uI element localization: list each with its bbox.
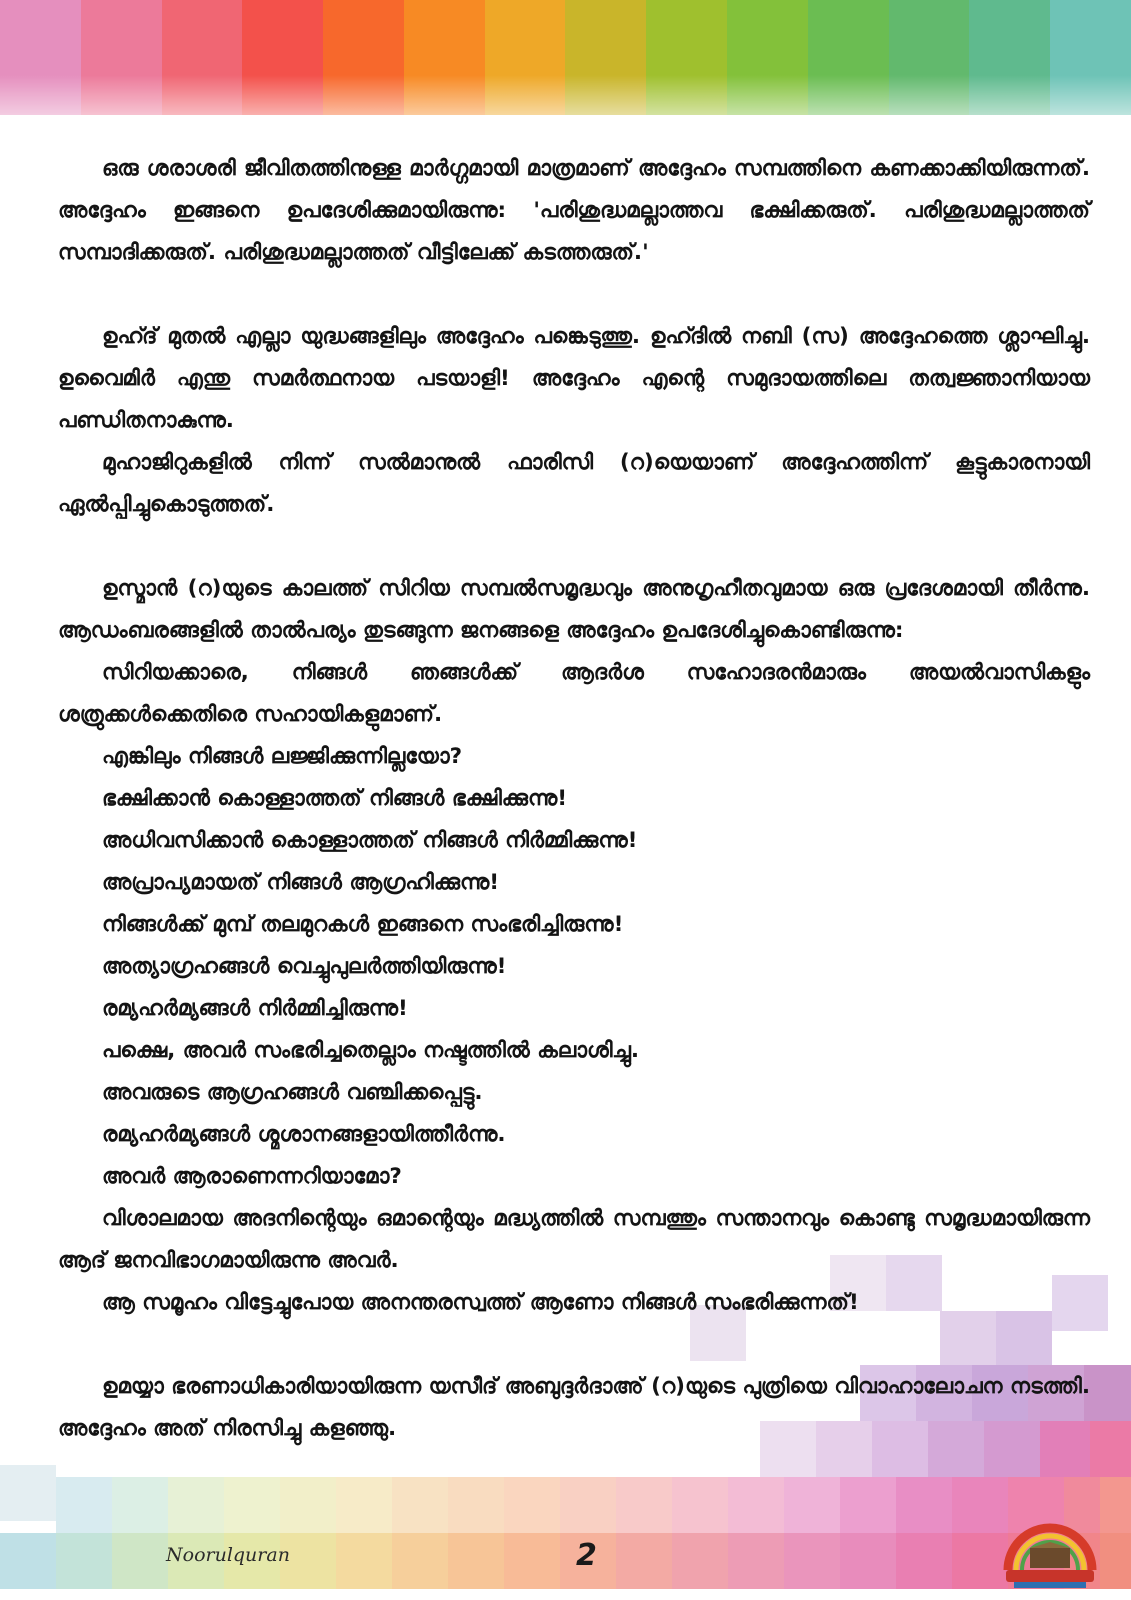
verse-line: രമ്യഹർമ്യങ്ങൾ ശ്മശാനങ്ങളായിത്തീർന്നു. [102, 1122, 506, 1147]
article-body [58, 148, 1090, 1450]
publisher-logo-icon [1000, 1500, 1100, 1590]
verse-line: എങ്കിലും നിങ്ങൾ ലജ്ജിക്കുന്നില്ലയോ? [102, 744, 463, 769]
paragraph: ആ സമൂഹം വിട്ടേച്ചുപോയ അനന്തരസ്വത്ത് ആണോ നിങ്ങൾ സംഭരിക്കുന്നത്! [102, 1290, 859, 1315]
verse-line: രമ്യഹർമ്യങ്ങൾ നിർമ്മിച്ചിരുന്നു! [102, 996, 408, 1021]
paragraph: ഉമയ്യാ ഭരണാധികാരിയായിരുന്ന യസീദ് അബുദ്ദർദാഅ് (റ)യുടെ പുത്രിയെ വിവാഹാലോചന നടത്തി. അദ്ദേഹം അത് നിരസിച്ചു കളഞ്ഞു. [58, 1374, 1090, 1441]
verse-line: ഭക്ഷിക്കാൻ കൊള്ളാത്തത് നിങ്ങൾ ഭക്ഷിക്കുന്നു! [102, 786, 568, 811]
verse-line: നിങ്ങൾക്ക് മുമ്പ് തലമുറകൾ ഇങ്ങനെ സംഭരിച്ചിരുന്നു! [102, 912, 624, 937]
paragraph: സിറിയക്കാരെ, നിങ്ങൾ ഞങ്ങൾക്ക് ആദർശ സഹോദരൻമാരും അയൽവാസികളും ശത്രുക്കൾക്കെതിരെ സഹായികളുമാണ്. [58, 660, 1090, 727]
verse-line: അവർ ആരാണെന്നറിയാമോ? [102, 1164, 402, 1189]
verse-line: അത്യാഗ്രഹങ്ങൾ വെച്ചുപുലർത്തിയിരുന്നു! [102, 954, 507, 979]
top-color-band [0, 0, 1131, 115]
verse-line: അവരുടെ ആഗ്രഹങ്ങൾ വഞ്ചിക്കപ്പെട്ടു. [102, 1080, 483, 1105]
verse-line: അധിവസിക്കാൻ കൊള്ളാത്തത് നിങ്ങൾ നിർമ്മിക്കുന്നു! [102, 828, 638, 853]
paragraph: വിശാലമായ അദനിന്റെയും ഒമാന്റെയും മദ്ധ്യത്തിൽ സമ്പത്തും സന്താനവും കൊണ്ടു സമൃദ്ധമായിരുന്ന ആദ് ജനവിഭാഗമായിരുന്നു അവർ. [58, 1206, 1090, 1273]
page-number: 2 [576, 1538, 597, 1573]
verse-line: അപ്രാപ്യമായത് നിങ്ങൾ ആഗ്രഹിക്കുന്നു! [102, 870, 500, 895]
paragraph: ഒരു ശരാശരി ജീവിതത്തിനുള്ള മാർഗ്ഗമായി മാത്രമാണ് അദ്ദേഹം സമ്പത്തിനെ കണക്കാക്കിയിരുന്നത്. അദ്ദേഹം ഇങ്ങനെ ഉപദേശിക്കുമായിരുന്നു: 'പരിശുദ്ധമല്ലാത്തവ ഭക്ഷിക്കരുത്. പരിശുദ്ധമല്ലാത്തത് സമ്പാദിക്കരുത്. പരിശുദ്ധമല്ലാത്തത് വീട്ടിലേക്ക് കടത്തരുത്.' [58, 156, 1090, 265]
verse-line: പക്ഷെ, അവർ സംഭരിച്ചതെല്ലാം നഷ്ടത്തിൽ കലാശിച്ചു. [102, 1038, 640, 1063]
footer-brand: Noorulquran [166, 1544, 290, 1566]
paragraph: ഉസ്മാൻ (റ)യുടെ കാലത്ത് സിറിയ സമ്പൽസമൃദ്ധവും അനുഗൃഹീതവുമായ ഒരു പ്രദേശമായി തീർന്നു. ആഡംബരങ്ങളിൽ താൽപര്യം തുടങ്ങുന്ന ജനങ്ങളെ അദ്ദേഹം ഉപദേശിച്ചുകൊണ്ടിരുന്നു: [58, 576, 1090, 643]
paragraph: ഉഹ്ദ് മുതൽ എല്ലാ യുദ്ധങ്ങളിലും അദ്ദേഹം പങ്കെടുത്തു. ഉഹ്ദിൽ നബി (സ) അദ്ദേഹത്തെ ശ്ലാഘിച്ചു. ഉവൈമിർ എന്തു സമർത്ഥനായ പടയാളി! അദ്ദേഹം എന്റെ സമുദായത്തിലെ തത്വജ്ഞാനിയായ പണ്ഡിതനാകുന്നു. [58, 324, 1090, 433]
paragraph: മുഹാജിറുകളിൽ നിന്ന് സൽമാനുൽ ഫാരിസി (റ)യെയാണ് അദ്ദേഹത്തിന്ന് കൂട്ടുകാരനായി ഏൽപ്പിച്ചുകൊടുത്തത്. [58, 450, 1090, 517]
